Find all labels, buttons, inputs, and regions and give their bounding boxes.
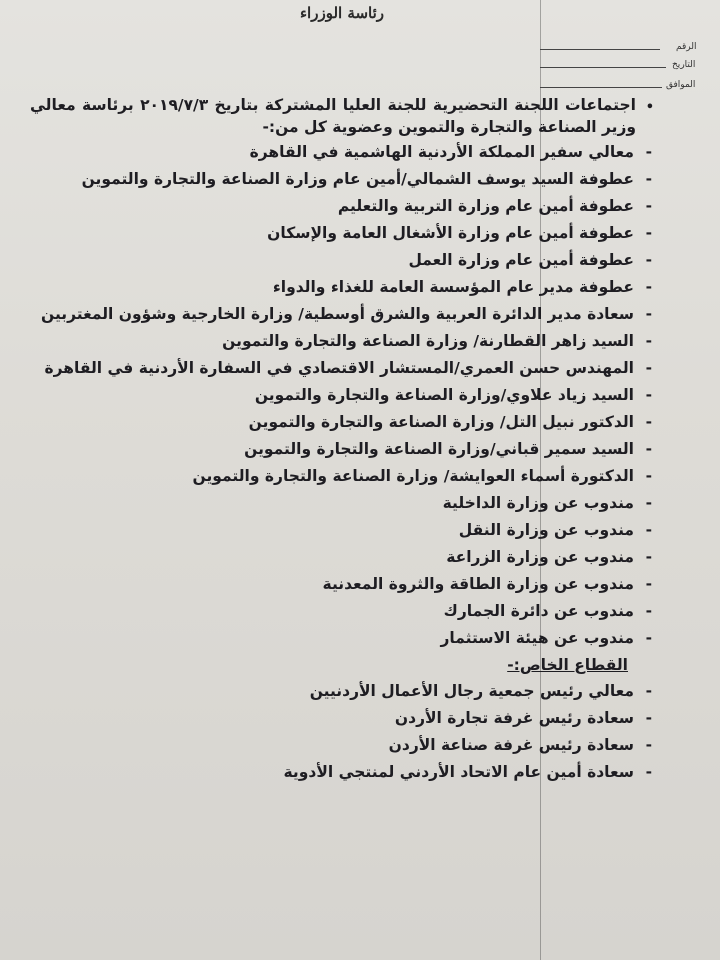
dash-icon: - xyxy=(645,709,652,727)
list-item xyxy=(30,141,658,163)
list-item xyxy=(30,222,658,244)
ref-corresponding-label: الموافق xyxy=(666,80,696,90)
list-item-text: عطوفة مدير عام المؤسسة العامة للغذاء والدواء xyxy=(272,278,634,296)
list-item xyxy=(30,330,658,352)
list-item-text: مندوب عن وزارة الزراعة xyxy=(446,548,634,566)
list-item xyxy=(30,438,658,460)
ref-number-label: الرقم xyxy=(676,42,697,52)
list-item-text: سعادة مدير الدائرة العربية والشرق أوسطية/ وزارة الخارجية وشؤون المغتربين xyxy=(41,305,634,323)
list-item-text: المهندس حسن العمري/المستشار الاقتصادي في السفارة الأردنية في القاهرة xyxy=(44,359,634,377)
list-item-text: سعادة أمين عام الاتحاد الأردني لمنتجي الأدوية xyxy=(283,763,634,781)
letterhead-seal: رئاسة الوزراء xyxy=(299,4,385,22)
list-item xyxy=(30,276,658,298)
dash-icon: - xyxy=(645,521,652,539)
dash-icon: - xyxy=(645,143,652,161)
dash-icon: - xyxy=(645,305,652,323)
list-item-text: الدكتور نبيل التل/ وزارة الصناعة والتجارة والتموين xyxy=(248,413,634,431)
dash-icon: - xyxy=(645,224,652,242)
list-item-text: معالي رئيس جمعية رجال الأعمال الأردنيين xyxy=(309,682,634,700)
list-item xyxy=(30,627,658,649)
dash-icon: - xyxy=(645,197,652,215)
ref-date-label: التاريخ xyxy=(672,60,696,70)
list-item-text: سعادة رئيس غرفة تجارة الأردن xyxy=(394,709,634,727)
dash-icon: - xyxy=(645,629,652,647)
list-item xyxy=(30,761,658,783)
ref-date-line xyxy=(540,67,666,68)
dash-icon: - xyxy=(645,763,652,781)
list-item-text: السيد زاهر القطارنة/ وزارة الصناعة والتجارة والتموين xyxy=(222,332,634,350)
dash-icon: - xyxy=(645,278,652,296)
list-item-text: مندوب عن وزارة الطاقة والثروة المعدنية xyxy=(322,575,634,593)
list-item-text: عطوفة أمين عام وزارة العمل xyxy=(408,251,634,269)
bullet-icon: • xyxy=(645,100,654,115)
list-item xyxy=(30,411,658,433)
list-item-text: مندوب عن دائرة الجمارك xyxy=(443,602,634,620)
dash-icon: - xyxy=(645,602,652,620)
list-item xyxy=(30,384,658,406)
dash-icon: - xyxy=(645,440,652,458)
list-item-text: عطوفة أمين عام وزارة الأشغال العامة والإسكان xyxy=(267,224,634,242)
list-item xyxy=(30,303,658,325)
list-item xyxy=(30,600,658,622)
members-list xyxy=(30,141,658,649)
list-item xyxy=(30,546,658,568)
list-item xyxy=(30,519,658,541)
document-body xyxy=(30,94,658,788)
list-item-text: مندوب عن هيئة الاستثمار xyxy=(440,629,634,647)
list-item-text: الدكتورة أسماء العوايشة/ وزارة الصناعة والتجارة والتموين xyxy=(192,467,634,485)
list-item xyxy=(30,734,658,756)
ref-corresponding-line xyxy=(540,87,662,88)
list-item xyxy=(30,249,658,271)
list-item-text: مندوب عن وزارة النقل xyxy=(458,521,634,539)
list-item xyxy=(30,168,658,190)
ref-number-line xyxy=(540,49,660,50)
list-item-text: عطوفة السيد يوسف الشمالي/أمين عام وزارة الصناعة والتجارة والتموين xyxy=(81,170,634,188)
intro-text: اجتماعات اللجنة التحضيرية للجنة العليا المشتركة بتاريخ ٢٠١٩/٧/٣ برئاسة معالي وزير الصناعة والتجارة والتموين وعضوية كل من:- xyxy=(30,96,636,136)
list-item-text: عطوفة أمين عام وزارة التربية والتعليم xyxy=(337,197,634,215)
list-item-text: معالي سفير المملكة الأردنية الهاشمية في القاهرة xyxy=(249,143,634,161)
dash-icon: - xyxy=(645,682,652,700)
list-item-text: السيد سمير قباني/وزارة الصناعة والتجارة والتموين xyxy=(244,440,634,458)
list-item-text: السيد زياد علاوي/وزارة الصناعة والتجارة والتموين xyxy=(254,386,634,404)
dash-icon: - xyxy=(645,359,652,377)
list-item xyxy=(30,573,658,595)
dash-icon: - xyxy=(645,170,652,188)
private-sector-heading: القطاع الخاص:- xyxy=(507,656,628,674)
dash-icon: - xyxy=(645,332,652,350)
dash-icon: - xyxy=(645,548,652,566)
dash-icon: - xyxy=(645,736,652,754)
list-item xyxy=(30,492,658,514)
dash-icon: - xyxy=(645,386,652,404)
list-item xyxy=(30,357,658,379)
list-item xyxy=(30,465,658,487)
list-item xyxy=(30,680,658,702)
intro-paragraph xyxy=(30,94,658,138)
dash-icon: - xyxy=(645,251,652,269)
list-item xyxy=(30,195,658,217)
list-item-text: مندوب عن وزارة الداخلية xyxy=(442,494,634,512)
list-item xyxy=(30,707,658,729)
dash-icon: - xyxy=(645,413,652,431)
dash-icon: - xyxy=(645,575,652,593)
dash-icon: - xyxy=(645,494,652,512)
private-sector-list xyxy=(30,680,658,783)
list-item-text: سعادة رئيس غرفة صناعة الأردن xyxy=(388,736,634,754)
dash-icon: - xyxy=(645,467,652,485)
